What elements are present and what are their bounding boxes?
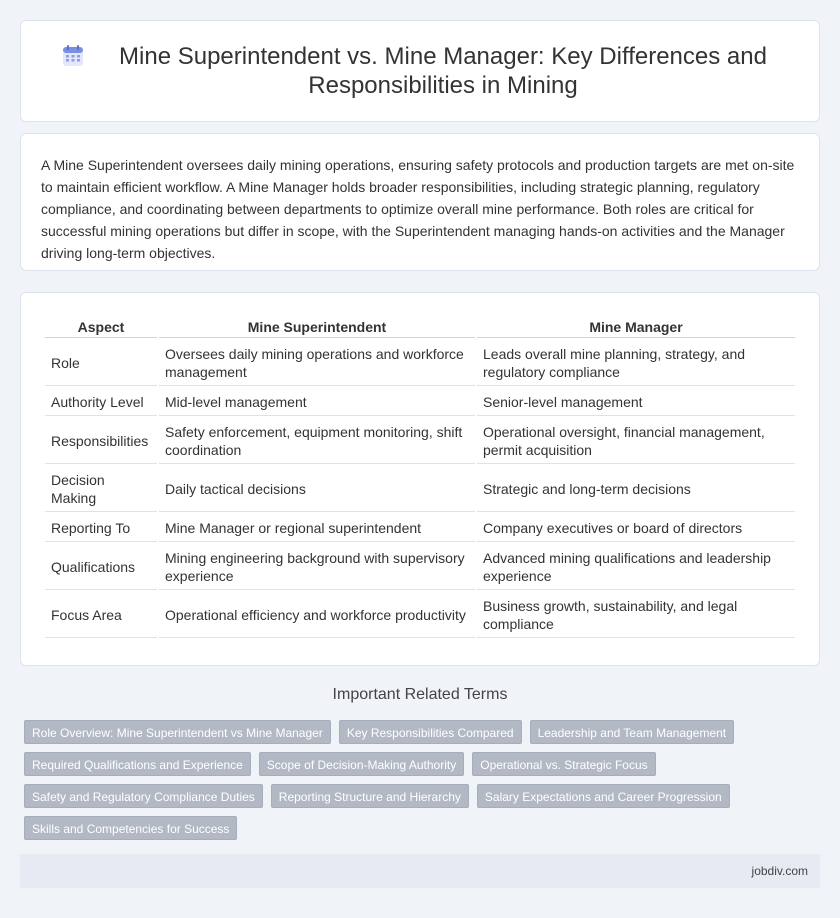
row-superintendent: Oversees daily mining operations and workforce management [159, 340, 475, 386]
related-term-tag[interactable]: Skills and Competencies for Success [24, 816, 237, 840]
related-terms-heading: Important Related Terms [332, 686, 508, 703]
row-manager: Senior-level management [477, 388, 795, 416]
table-row [45, 418, 795, 464]
table-row [45, 340, 795, 386]
row-aspect: Decision Making [45, 466, 157, 512]
calendar-icon [61, 44, 85, 68]
row-aspect: Role [45, 340, 157, 386]
table-row [45, 544, 795, 590]
related-term-tag[interactable]: Role Overview: Mine Superintendent vs Mine Manager [24, 720, 331, 744]
table-row [45, 514, 795, 542]
related-term-tag[interactable]: Leadership and Team Management [530, 720, 735, 744]
row-manager: Company executives or board of directors [477, 514, 795, 542]
row-aspect: Responsibilities [45, 418, 157, 464]
related-terms-list [24, 720, 804, 840]
related-term-tag[interactable]: Safety and Regulatory Compliance Duties [24, 784, 263, 808]
row-superintendent: Mining engineering background with supervisory experience [159, 544, 475, 590]
row-manager: Leads overall mine planning, strategy, and regulatory compliance [477, 340, 795, 386]
row-manager: Advanced mining qualifications and leadership experience [477, 544, 795, 590]
row-manager: Operational oversight, financial management, permit acquisition [477, 418, 795, 464]
table-row [45, 466, 795, 512]
intro-paragraph: A Mine Superintendent oversees daily mining operations, ensuring safety protocols and production targets are met on-site to maintain efficient workflow. A Mine Manager holds broader responsibilities, including strategic planning, regulatory compliance, and coordinating between departments to optimize overall mine performance. Both roles are critical for successful mining operations but differ in scope, with the Superintendent managing hands-on activities and the Manager driving long-term objectives. [41, 157, 795, 261]
related-term-tag[interactable]: Key Responsibilities Compared [339, 720, 522, 744]
header-mine-manager: Mine Manager [477, 315, 795, 338]
row-superintendent: Mid-level management [159, 388, 475, 416]
row-manager: Strategic and long-term decisions [477, 466, 795, 512]
footer-site-link[interactable]: jobdiv.com [751, 864, 808, 878]
table-header-row [45, 315, 795, 338]
row-superintendent: Mine Manager or regional superintendent [159, 514, 475, 542]
page-title: Mine Superintendent vs. Mine Manager: Key Differences and Responsibilities in Mining [119, 43, 767, 99]
comparison-table-card [20, 292, 820, 666]
row-aspect: Authority Level [45, 388, 157, 416]
table-row [45, 592, 795, 638]
related-term-tag[interactable]: Operational vs. Strategic Focus [472, 752, 655, 776]
header-aspect: Aspect [45, 315, 157, 338]
related-term-tag[interactable]: Salary Expectations and Career Progression [477, 784, 730, 808]
header-mine-superintendent: Mine Superintendent [159, 315, 475, 338]
row-superintendent: Safety enforcement, equipment monitoring, shift coordination [159, 418, 475, 464]
related-term-tag[interactable]: Required Qualifications and Experience [24, 752, 251, 776]
title-wrap [21, 21, 819, 121]
related-term-tag[interactable]: Scope of Decision-Making Authority [259, 752, 464, 776]
row-superintendent: Operational efficiency and workforce productivity [159, 592, 475, 638]
row-aspect: Reporting To [45, 514, 157, 542]
table-row [45, 388, 795, 416]
related-term-tag[interactable]: Reporting Structure and Hierarchy [271, 784, 469, 808]
intro-card [20, 133, 820, 271]
row-superintendent: Daily tactical decisions [159, 466, 475, 512]
row-aspect: Focus Area [45, 592, 157, 638]
footer [20, 854, 820, 888]
row-manager: Business growth, sustainability, and legal compliance [477, 592, 795, 638]
row-aspect: Qualifications [45, 544, 157, 590]
comparison-table [43, 313, 797, 640]
title-card [20, 20, 820, 122]
